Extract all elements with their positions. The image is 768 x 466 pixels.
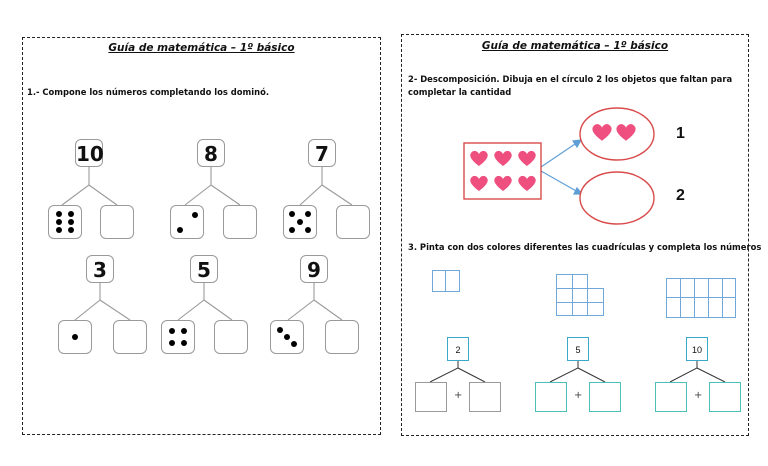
heart-icon (469, 148, 489, 168)
answer-die-empty[interactable] (214, 320, 248, 354)
die-one (58, 320, 92, 354)
heart-icon (493, 148, 513, 168)
plus-sign: + (574, 390, 583, 401)
answer-box[interactable] (469, 382, 501, 412)
grid-target-box: 10 (686, 337, 708, 361)
grid-five[interactable] (556, 274, 604, 316)
target-number-box: 3 (86, 255, 114, 283)
target-number-box: 7 (308, 139, 336, 167)
worksheet-page-right (401, 34, 762, 436)
die-four (161, 320, 195, 354)
circle-label-2: 2 (676, 187, 685, 204)
die-six (48, 205, 82, 239)
grid-target-box: 5 (567, 337, 589, 361)
right-instruction-3: 3. Pinta con dos colores diferentes las cuadrículas y completa los números (408, 242, 762, 252)
die-five (283, 205, 317, 239)
plus-sign: + (454, 390, 463, 401)
grid-ten[interactable] (666, 278, 736, 318)
right-instruction-2-line1: 2- Descomposición. Dibuja en el círculo 2 los objetos que faltan para (408, 74, 733, 84)
heart-icon (469, 173, 489, 193)
die-two (170, 205, 204, 239)
grid-two[interactable] (432, 270, 460, 292)
answer-die-empty[interactable] (113, 320, 147, 354)
answer-die-empty[interactable] (336, 205, 370, 239)
answer-box[interactable] (655, 382, 687, 412)
heart-icon (615, 121, 637, 143)
plus-sign: + (694, 390, 703, 401)
die-three (270, 320, 304, 354)
target-number-box: 8 (197, 139, 225, 167)
target-number-box: 5 (190, 255, 218, 283)
left-title: Guía de matemática – 1º básico (108, 42, 295, 54)
answer-box[interactable] (415, 382, 447, 412)
heart-icon (517, 173, 537, 193)
answer-die-empty[interactable] (223, 205, 257, 239)
answer-die-empty[interactable] (100, 205, 134, 239)
left-instruction: 1.- Compone los números completando los dominó. (27, 87, 270, 97)
target-number-box: 9 (300, 255, 328, 283)
answer-box[interactable] (709, 382, 741, 412)
right-instruction-2-line2: completar la cantidad (408, 87, 512, 97)
grid-target-box: 2 (447, 337, 469, 361)
answer-box[interactable] (535, 382, 567, 412)
circle-label-1: 1 (676, 125, 685, 142)
heart-icon (517, 148, 537, 168)
heart-icon (493, 173, 513, 193)
target-number-box: 10 (75, 139, 103, 167)
answer-die-empty[interactable] (325, 320, 359, 354)
heart-icon (591, 121, 613, 143)
right-title: Guía de matemática – 1º básico (481, 40, 669, 52)
answer-box[interactable] (589, 382, 621, 412)
